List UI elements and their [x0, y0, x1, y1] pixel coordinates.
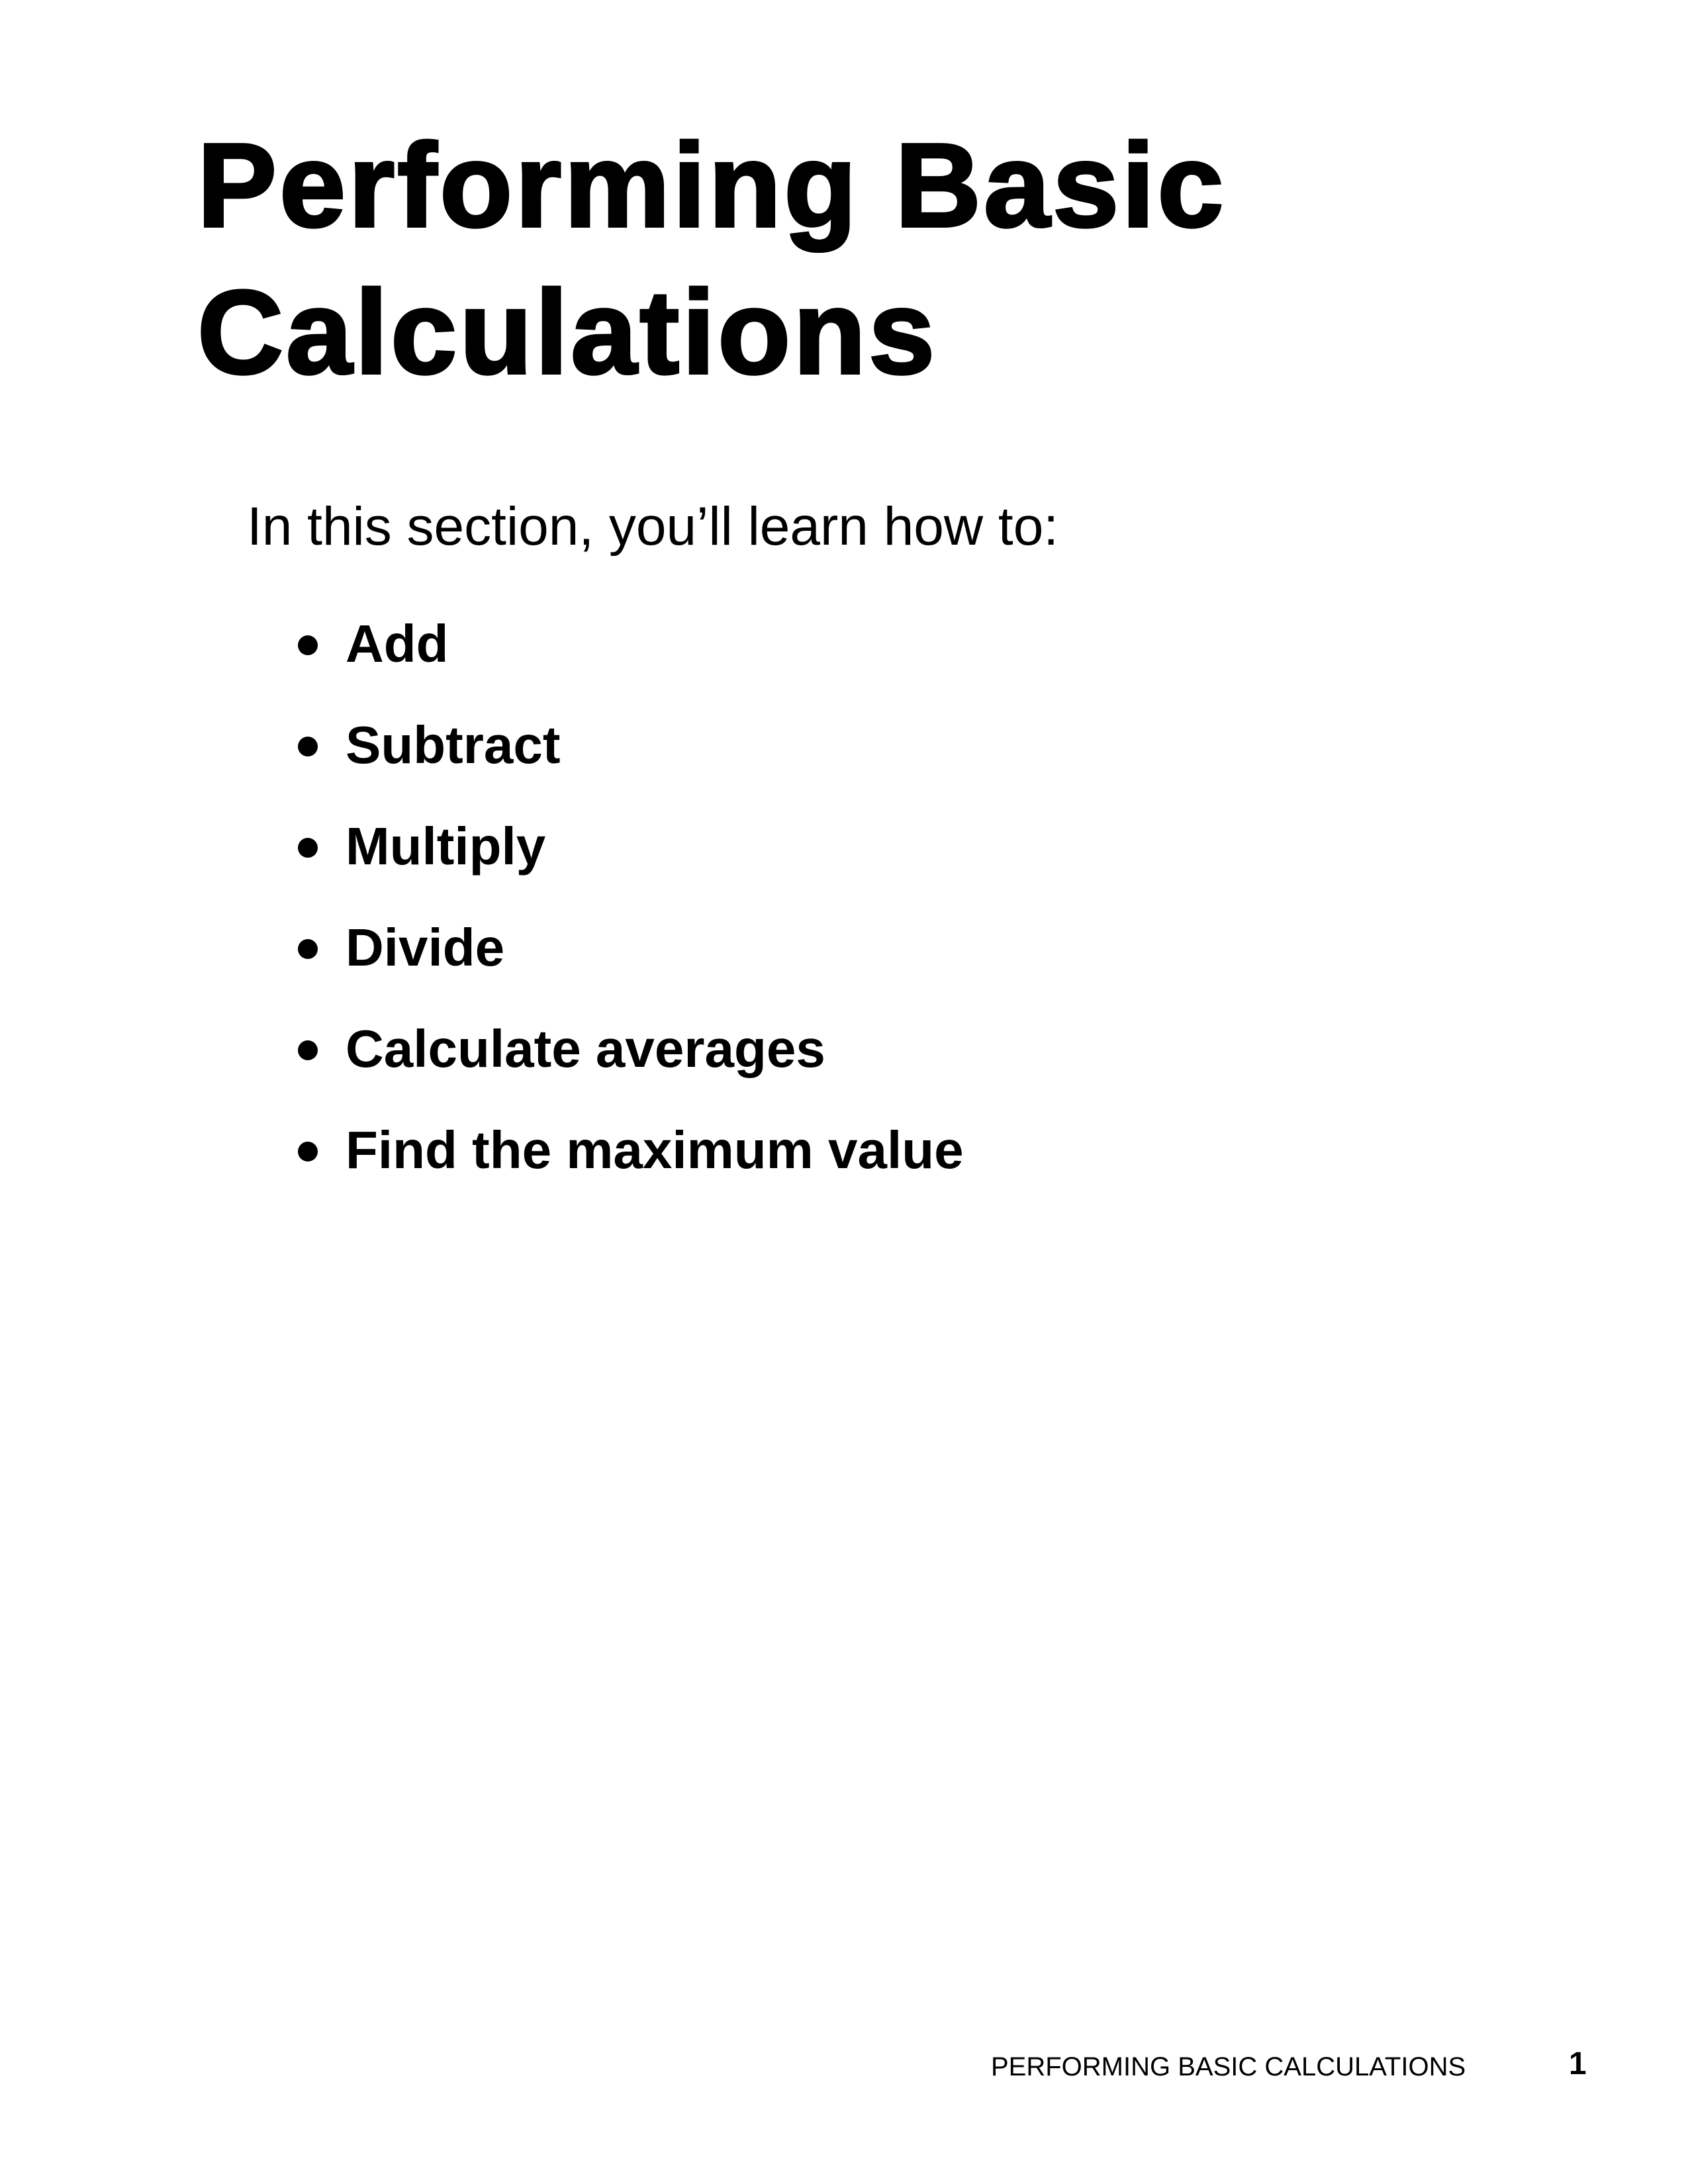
objective-label: Add	[346, 614, 449, 673]
title-line-2: Calculations	[197, 266, 938, 399]
objective-multiply	[298, 813, 964, 915]
objective-add	[298, 611, 964, 712]
objective-label: Calculate averages	[346, 1019, 825, 1078]
page-title	[197, 113, 1455, 406]
objective-label: Find the maximum value	[346, 1120, 964, 1179]
bullet-icon	[298, 737, 318, 756]
title-line-1: Performing Basic	[197, 119, 1227, 252]
section-intro: In this section, you’ll learn how to:	[247, 496, 1059, 557]
objectives-list	[298, 611, 964, 1218]
objective-divide	[298, 915, 964, 1016]
objective-label: Divide	[346, 918, 505, 977]
running-footer-title: PERFORMING BASIC CALCULATIONS	[991, 2052, 1466, 2081]
bullet-icon	[298, 1040, 318, 1060]
bullet-icon	[298, 838, 318, 858]
page-number: 1	[1569, 2046, 1587, 2081]
objective-label: Multiply	[346, 817, 546, 876]
bullet-icon	[298, 1142, 318, 1161]
objective-label: Subtract	[346, 715, 561, 774]
objective-subtract	[298, 712, 964, 813]
objective-calculate-averages	[298, 1016, 964, 1117]
objective-find-maximum	[298, 1117, 964, 1218]
bullet-icon	[298, 939, 318, 959]
bullet-icon	[298, 635, 318, 655]
